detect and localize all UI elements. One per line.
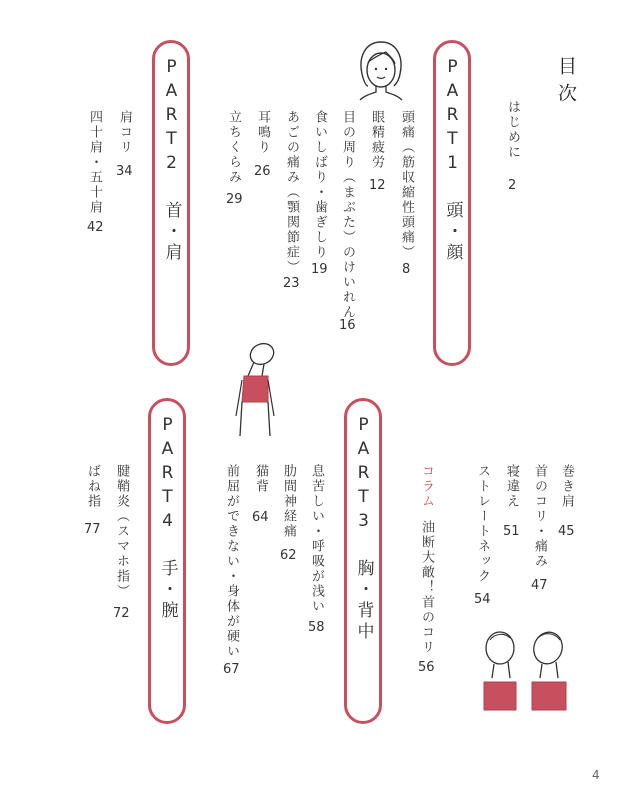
- toc-entry[interactable]: 肋間神経痛: [281, 464, 296, 539]
- part3-label: PART3 胸・背中: [353, 415, 374, 643]
- toc-entry[interactable]: 巻き肩: [559, 464, 574, 509]
- toc-page-column: 56: [418, 660, 435, 675]
- toc-page: 77: [84, 522, 101, 537]
- toc-entry[interactable]: 息苦しい・呼吸が浅い: [309, 464, 324, 614]
- person-looking-up-icon: [218, 336, 284, 436]
- toc-entry[interactable]: 眼精疲労: [369, 110, 384, 170]
- toc-page: 58: [308, 620, 325, 635]
- toc-page-intro: 2: [508, 178, 517, 193]
- toc-entry[interactable]: ストレートネック: [475, 464, 490, 584]
- woman-face-icon: [352, 36, 410, 102]
- toc-entry[interactable]: 腱鞘炎（スマホ指）: [114, 464, 129, 599]
- toc-page: 47: [531, 578, 548, 593]
- toc-page: 64: [252, 510, 269, 525]
- part3-box: [344, 398, 382, 724]
- toc-entry-column[interactable]: 油断大敵！首のコリ: [419, 520, 434, 655]
- toc-page: 19: [311, 262, 328, 277]
- toc-page: 29: [226, 192, 243, 207]
- part1-label: PART1 頭・顔: [442, 57, 463, 264]
- toc-page: 72: [113, 606, 130, 621]
- column-label: コラム: [419, 464, 434, 509]
- toc-page: 16: [339, 318, 356, 333]
- toc-page: 12: [369, 178, 386, 193]
- part2-label: PART2 首・肩: [161, 57, 182, 264]
- toc-entry[interactable]: 寝違え: [504, 464, 519, 509]
- toc-entry[interactable]: 猫背: [253, 464, 268, 494]
- toc-page: 26: [254, 164, 271, 179]
- toc-page: 8: [402, 262, 411, 277]
- neck-stretch-icon: [476, 626, 576, 712]
- page-title: 目次: [555, 56, 577, 110]
- part2-box: [152, 40, 190, 366]
- toc-page: 34: [116, 164, 133, 179]
- toc-entry[interactable]: 四十肩・五十肩: [87, 110, 102, 215]
- toc-entry[interactable]: 食いしばり・歯ぎしり: [312, 110, 327, 260]
- toc-entry[interactable]: 目の周り（まぶた）のけいれん: [340, 110, 355, 320]
- part1-box: [433, 40, 471, 366]
- toc-entry-intro[interactable]: はじめに: [505, 100, 520, 160]
- toc-page: 54: [474, 592, 491, 607]
- toc-entry[interactable]: 肩コリ: [117, 110, 132, 155]
- toc-page: 51: [503, 524, 520, 539]
- part4-label: PART4 手・腕: [157, 415, 178, 622]
- toc-page: 45: [558, 524, 575, 539]
- toc-entry[interactable]: 首のコリ・痛み: [532, 464, 547, 569]
- toc-entry[interactable]: 頭痛（筋収縮性頭痛）: [399, 110, 414, 260]
- toc-entry[interactable]: 立ちくらみ: [226, 110, 241, 185]
- toc-entry[interactable]: 耳鳴り: [255, 110, 270, 155]
- page-number: 4: [592, 768, 600, 782]
- toc-entry[interactable]: 前屈ができない・身体が硬い: [224, 464, 239, 659]
- toc-page: 23: [283, 276, 300, 291]
- toc-entry[interactable]: あごの痛み（顎関節症）: [284, 110, 299, 275]
- toc-page: 67: [223, 662, 240, 677]
- toc-entry[interactable]: ばね指: [85, 464, 100, 509]
- part4-box: [148, 398, 186, 724]
- toc-page: 42: [87, 220, 104, 235]
- toc-page: 62: [280, 548, 297, 563]
